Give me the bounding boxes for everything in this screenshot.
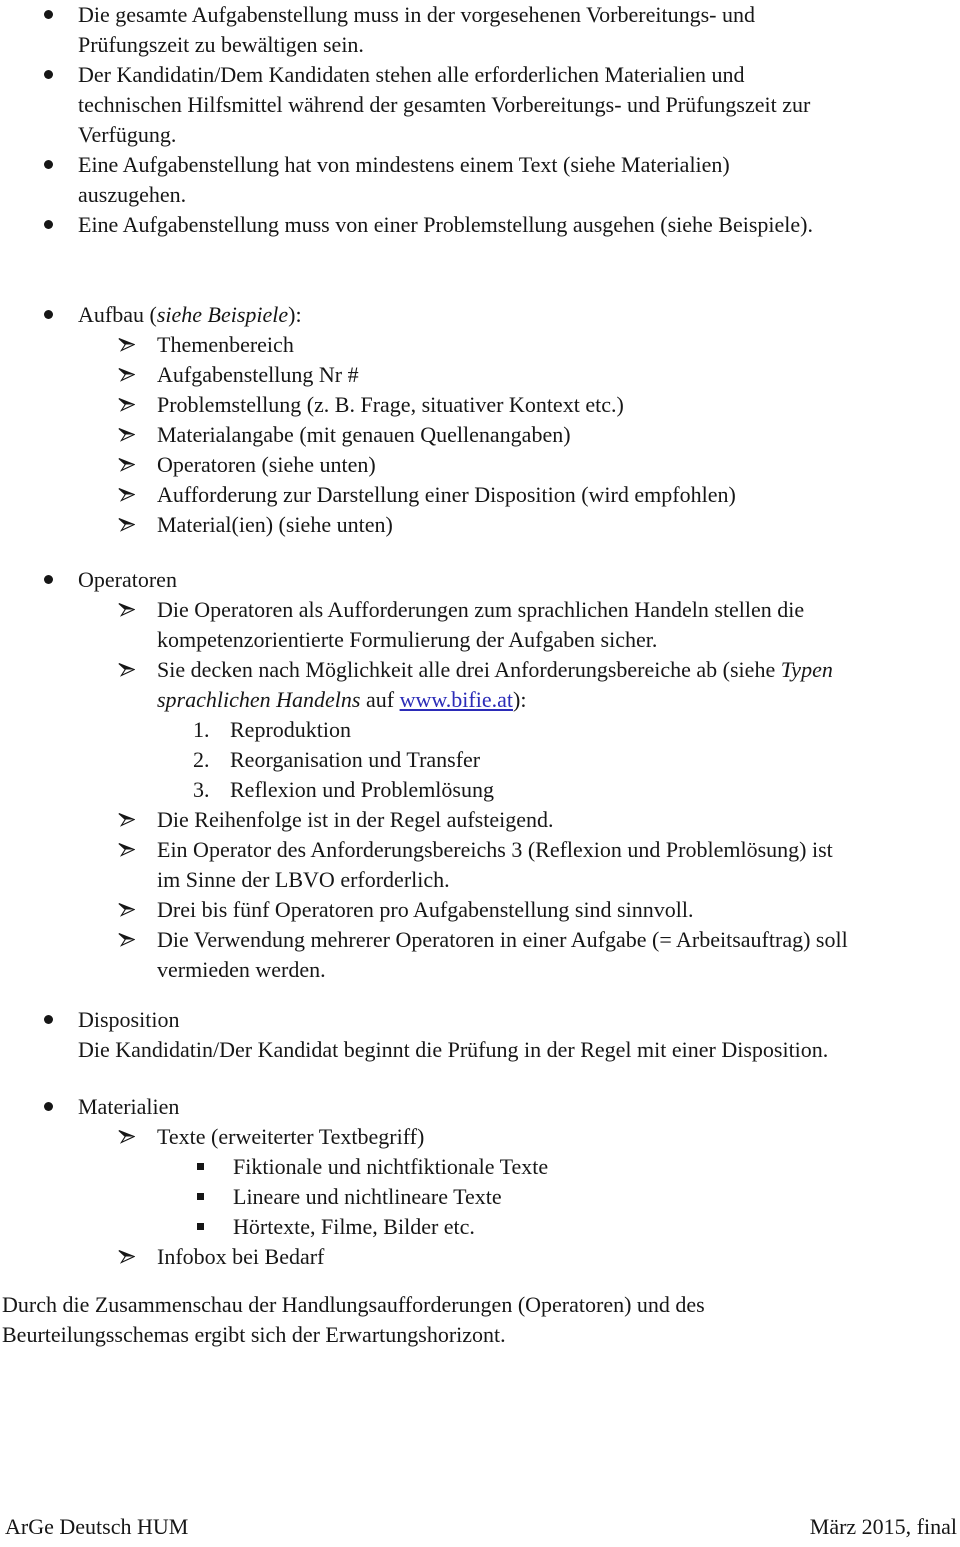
number-label: 2. — [193, 747, 210, 772]
section-title-text: Operatoren — [78, 567, 177, 592]
bullet-icon — [44, 1015, 53, 1024]
list-item-text: Die gesamte Aufgabenstellung muss in der vorgesehenen Vorbereitungs- und Prüfungszeit zu bewältigen sein. — [78, 2, 755, 57]
square-bullet-icon — [197, 1163, 204, 1170]
closing-paragraph-text: Durch die Zusammenschau der Handlungsaufforderungen (Operatoren) und des Beurteilungsschemas ergibt sich der Erwartungshorizont. — [2, 1292, 705, 1347]
intro-bullet-list — [0, 0, 960, 240]
footer-left: ArGe Deutsch HUM — [5, 1514, 189, 1539]
list-item-text: Lineare und nichtlineare Texte — [233, 1184, 502, 1209]
arrow-bullet-icon — [118, 902, 135, 917]
list-item-text: Aufgabenstellung Nr # — [157, 362, 359, 387]
list-item — [0, 360, 960, 390]
list-item-text: Die Verwendung mehrerer Operatoren in einer Aufgabe (= Arbeitsauftrag) soll vermieden werden. — [157, 927, 848, 982]
list-item — [0, 510, 960, 540]
section-title-text: Disposition — [78, 1007, 180, 1032]
arrow-bullet-icon — [118, 457, 135, 472]
disposition-body: Die Kandidatin/Der Kandidat beginnt die Prüfung in der Regel mit einer Disposition. — [78, 1037, 829, 1062]
section-title-disposition — [0, 1005, 960, 1035]
arrow-bullet-icon — [118, 367, 135, 382]
list-item — [0, 150, 960, 210]
numbered-item-text: Reflexion und Problemlösung — [230, 777, 494, 802]
list-item-text: Ein Operator des Anforderungsbereichs 3 (Reflexion und Problemlösung) ist im Sinne der LBVO erforderlich. — [157, 837, 833, 892]
bullet-icon — [44, 160, 53, 169]
list-item-text: Operatoren (siehe unten) — [157, 452, 376, 477]
list-item — [0, 60, 960, 150]
arrow-bullet-icon — [118, 427, 135, 442]
list-item — [0, 805, 960, 835]
section-title-materialien — [0, 1092, 960, 1122]
arrow-bullet-icon — [118, 487, 135, 502]
list-item — [0, 1122, 960, 1152]
numbered-item-text: Reproduktion — [230, 717, 351, 742]
list-item — [0, 420, 960, 450]
materialien-section — [0, 1092, 960, 1272]
list-item — [0, 925, 960, 985]
arrow-bullet-icon — [118, 337, 135, 352]
list-item — [0, 595, 960, 655]
arrow-bullet-icon — [118, 1249, 135, 1264]
list-item-text: Sie decken nach Möglichkeit alle drei Anforderungsbereiche ab (siehe Typen sprachlichen Handelns auf www.bifie.at): — [157, 657, 833, 712]
list-item — [0, 450, 960, 480]
arrow-bullet-icon — [118, 932, 135, 947]
numbered-item — [0, 745, 960, 775]
list-item-text: Texte (erweiterter Textbegriff) — [157, 1124, 425, 1149]
arrow-bullet-icon — [118, 842, 135, 857]
list-item — [0, 1242, 960, 1272]
list-item-text: Drei bis fünf Operatoren pro Aufgabenstellung sind sinnvoll. — [157, 897, 694, 922]
section-title-operatoren — [0, 565, 960, 595]
list-item — [0, 210, 960, 240]
list-item-text: Problemstellung (z. B. Frage, situativer Kontext etc.) — [157, 392, 624, 417]
bullet-icon — [44, 310, 53, 319]
arrow-bullet-icon — [118, 1129, 135, 1144]
list-item — [0, 895, 960, 925]
number-label: 3. — [193, 777, 210, 802]
list-item-text: Der Kandidatin/Dem Kandidaten stehen alle erforderlichen Materialien und technischen Hilfsmittel während der gesamten Vorbereitungs- und Prüfungszeit zur Verfügung. — [78, 62, 811, 147]
bullet-icon — [44, 70, 53, 79]
list-item-text: Hörtexte, Filme, Bilder etc. — [233, 1214, 475, 1239]
section-title-aufbau — [0, 300, 960, 330]
numbered-item — [0, 715, 960, 745]
aufbau-section — [0, 300, 960, 540]
list-item-text: Die Operatoren als Aufforderungen zum sprachlichen Handeln stellen die kompetenzorientierte Formulierung der Aufgaben sicher. — [157, 597, 805, 652]
arrow-bullet-icon — [118, 397, 135, 412]
numbered-item — [0, 775, 960, 805]
bullet-icon — [44, 220, 53, 229]
list-item-text: Eine Aufgabenstellung hat von mindestens einem Text (siehe Materialien) auszugehen. — [78, 152, 730, 207]
list-item — [0, 480, 960, 510]
list-item-text: Themenbereich — [157, 332, 294, 357]
disposition-section — [0, 1005, 960, 1065]
list-item-text: Infobox bei Bedarf — [157, 1244, 325, 1269]
bullet-icon — [44, 1102, 53, 1111]
square-bullet-icon — [197, 1193, 204, 1200]
square-bullet-icon — [197, 1223, 204, 1230]
operatoren-section — [0, 565, 960, 985]
numbered-item-text: Reorganisation und Transfer — [230, 747, 481, 772]
list-item-text: Fiktionale und nichtfiktionale Texte — [233, 1154, 549, 1179]
footer-right: März 2015, final — [809, 1514, 957, 1539]
list-item — [0, 1152, 960, 1182]
number-label: 1. — [193, 717, 210, 742]
bullet-icon — [44, 575, 53, 584]
list-item — [0, 0, 960, 60]
list-item-text: Aufforderung zur Darstellung einer Disposition (wird empfohlen) — [157, 482, 736, 507]
list-item — [0, 1182, 960, 1212]
list-item — [0, 835, 960, 895]
list-item — [0, 390, 960, 420]
arrow-bullet-icon — [118, 812, 135, 827]
arrow-bullet-icon — [118, 662, 135, 677]
list-item — [0, 1212, 960, 1242]
list-item — [0, 330, 960, 360]
arrow-bullet-icon — [118, 602, 135, 617]
list-item-text: Material(ien) (siehe unten) — [157, 512, 393, 537]
list-item-text: Materialangabe (mit genauen Quellenangaben) — [157, 422, 571, 447]
section-title-text: Materialien — [78, 1094, 180, 1119]
section-title-text: Aufbau (siehe Beispiele): — [78, 302, 302, 327]
bullet-icon — [44, 10, 53, 19]
list-item — [0, 655, 960, 715]
arrow-bullet-icon — [118, 517, 135, 532]
list-item-text: Eine Aufgabenstellung muss von einer Problemstellung ausgehen (siehe Beispiele). — [78, 212, 814, 237]
page-footer — [5, 1512, 957, 1542]
list-item-text: Die Reihenfolge ist in der Regel aufsteigend. — [157, 807, 554, 832]
closing-paragraph — [0, 1290, 960, 1350]
bifie-link[interactable]: www.bifie.at — [399, 687, 513, 712]
